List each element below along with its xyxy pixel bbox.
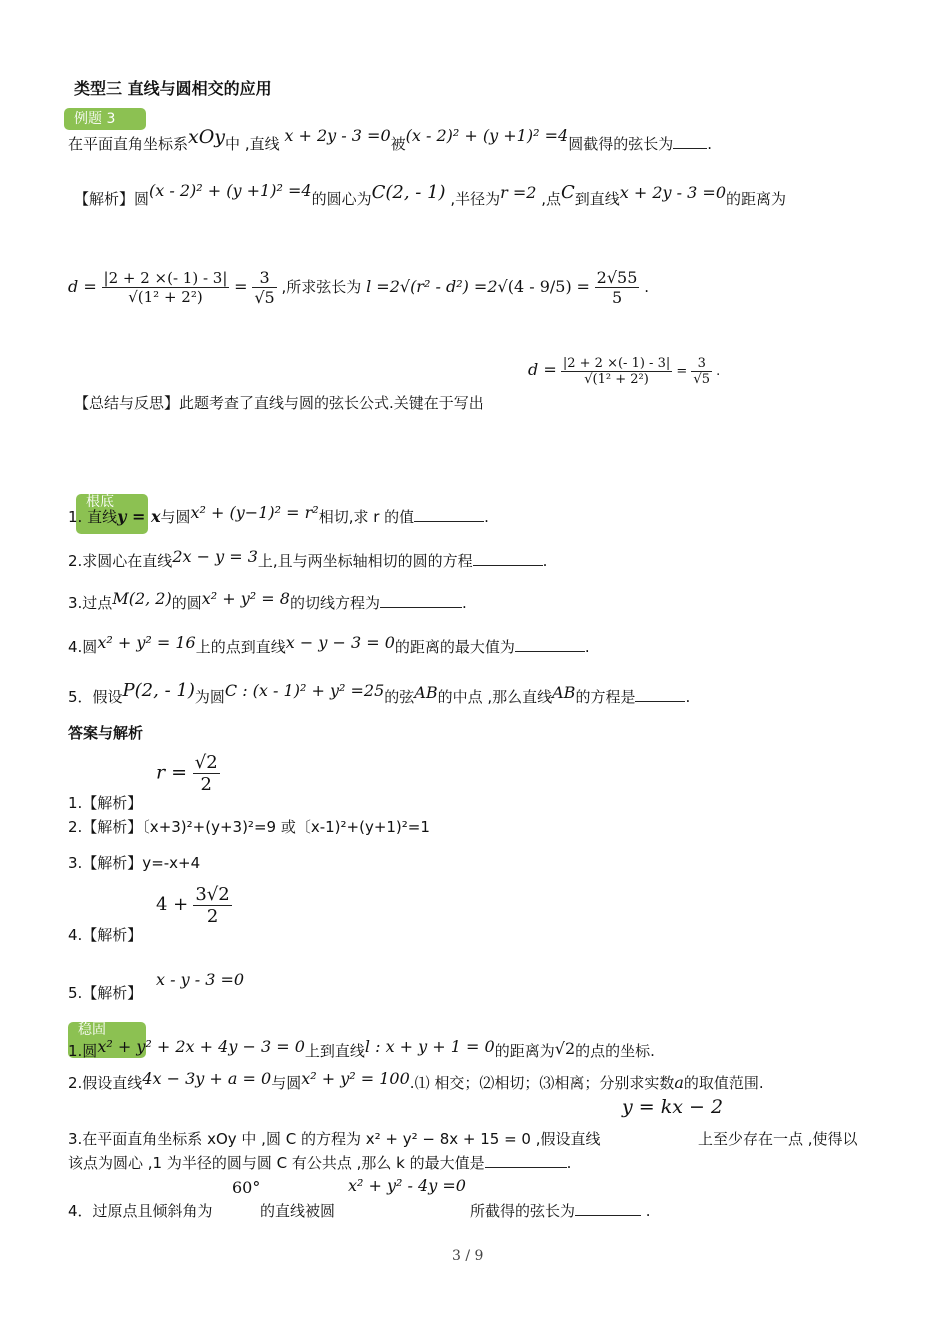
text: . [461, 594, 467, 612]
text: 的取值范围. [683, 1074, 764, 1092]
text: 与圆 [160, 508, 191, 526]
answer-3: 3.【解析】y=-x+4 [68, 854, 201, 872]
text: ,半径为 [445, 190, 501, 208]
text: 5．假设 [68, 688, 123, 706]
text: 所截得的弦长为 [470, 1202, 576, 1220]
consolidate-tag: 稳固 [68, 1022, 146, 1058]
answer-1-label: 1.【解析】 [68, 794, 143, 812]
math-chord: l =2√(r² - d²) =2 [366, 277, 498, 296]
fraction [691, 356, 712, 387]
math-d: d = [68, 277, 97, 296]
text: 相切,求 r 的值 [318, 508, 415, 526]
math-ab: AB [414, 683, 438, 702]
denominator: 5 [611, 288, 623, 307]
basic-tag: 根底 [76, 494, 148, 534]
answer-blank [473, 551, 543, 566]
text: ,点 [536, 190, 561, 208]
text: 2.求圆心在直线 [68, 552, 173, 570]
consolidate-q2 [68, 1069, 764, 1093]
answer-blank [515, 637, 585, 652]
example-tag: 例题 3 [64, 108, 146, 130]
text: 3.过点 [68, 594, 113, 612]
math-point: C [560, 182, 575, 203]
answer-5-label: 5.【解析】 [68, 984, 143, 1002]
text: 4.圆 [68, 638, 98, 656]
text: 的点的坐标. [575, 1042, 655, 1060]
math-r: r = [156, 761, 188, 784]
math-point: M(2, 2) [112, 589, 172, 608]
denominator: √(1² + 2²) [128, 288, 203, 306]
math-line: 2x − y = 3 [172, 547, 258, 566]
math-radius: r =2 [500, 183, 537, 202]
text: 的弦 [384, 688, 415, 706]
math-circle: x² + y² = 100 [301, 1069, 410, 1088]
text: 为圆 [194, 688, 225, 706]
fraction [561, 356, 672, 387]
text: . [584, 638, 590, 656]
text: 到直线 [574, 190, 620, 208]
math-circle: x² + (y−1)² = r² [190, 503, 319, 522]
example-solution [74, 181, 787, 209]
math-circle: x² + y² = 8 [201, 589, 290, 608]
fraction [595, 268, 640, 307]
q3-line-formula: y = kx − 2 [622, 1096, 724, 1118]
math-d: d = [528, 360, 557, 379]
text: 上到直线 [304, 1042, 365, 1060]
text: 的直线被圆 [260, 1202, 336, 1220]
math-circle: (x - 2)² + (y +1)² =4 [149, 181, 312, 200]
basic-q1 [68, 503, 489, 527]
text: . [644, 278, 649, 296]
math-line: 4x − 3y + a = 0 [142, 1069, 272, 1088]
text: 的中点 ,那么直线 [437, 688, 553, 706]
text: 的圆 [171, 594, 202, 612]
math-center: C(2, - 1) [371, 182, 446, 203]
text: 4．过原点且倾斜角为 [68, 1202, 213, 1220]
answer-blank [380, 593, 462, 608]
numerator: √2 [194, 752, 218, 773]
answer-4-label: 4.【解析】 [68, 926, 143, 944]
text: 3.在平面直角坐标系 xOy 中 ,圆 C 的方程为 x² + y² − 8x + 15 = 0 ,假设直线 [68, 1130, 601, 1148]
answer-5-formula: x - y - 3 =0 [156, 970, 245, 989]
q4-circle: x² + y² - 4y =0 [348, 1176, 466, 1195]
text: 【解析】圆 [74, 190, 150, 208]
numerator: 3 [691, 356, 712, 372]
fraction [193, 884, 231, 927]
answer-1-formula [156, 752, 220, 795]
text: . [707, 135, 712, 153]
basic-q2 [68, 547, 548, 571]
text: 被 [390, 135, 406, 153]
text: . [566, 1154, 572, 1172]
denominator: √(1² + 2²) [584, 372, 649, 387]
fraction [193, 752, 220, 795]
text: 的距离为 [494, 1042, 555, 1060]
numerator: 2√55 [596, 268, 638, 287]
q4-tail [470, 1200, 651, 1221]
text: 在平面直角坐标系 [68, 135, 189, 153]
q4-angle: 60° [232, 1178, 261, 1197]
text: 上,且与两坐标轴相切的圆的方程 [257, 552, 473, 570]
text: ,所求弦长为 [281, 278, 362, 296]
page-number: 3 / 9 [452, 1248, 484, 1264]
consolidate-q3-line2 [68, 1152, 571, 1173]
math-four: 4 + [156, 894, 189, 915]
text: 1. 直线 [68, 508, 118, 526]
text: . [645, 1202, 651, 1220]
text: 的距离为 [726, 190, 787, 208]
math-line: x + 2y - 3 =0 [284, 126, 391, 145]
math-line: x − y − 3 = 0 [285, 633, 395, 652]
denominator: √5 [254, 288, 275, 307]
denominator: 2 [206, 906, 219, 927]
answer-blank [575, 1201, 641, 1216]
fraction [102, 269, 230, 306]
math-sqrt: √2 [554, 1039, 576, 1058]
answer-4-formula [156, 884, 232, 927]
text: . [685, 688, 691, 706]
answer-blank [673, 134, 707, 149]
equals: = [676, 364, 688, 379]
text: . [716, 364, 721, 379]
math-line: y = x [117, 507, 161, 526]
text: .⑴ 相交；⑵相切；⑶相离；分别求实数 [409, 1074, 675, 1092]
numerator: |2 + 2 ×(- 1) - 3| [103, 269, 228, 287]
text: 1.圆 [68, 1042, 98, 1060]
text: 该点为圆心 ,1 为半径的圆与圆 C 有公共点 ,那么 k 的最大值是 [68, 1154, 485, 1172]
text: 上的点到直线 [195, 638, 286, 656]
math-line: l : x + y + 1 = 0 [364, 1037, 495, 1056]
math-circle: (x - 2)² + (y +1)² =4 [405, 126, 569, 145]
equals: = [234, 277, 248, 296]
consolidate-q4 [68, 1200, 768, 1221]
math-a: a [674, 1073, 684, 1092]
text: . [542, 552, 548, 570]
denominator: √5 [693, 372, 710, 387]
fraction [252, 268, 276, 307]
math-ab: AB [552, 683, 576, 702]
consolidate-q1 [68, 1037, 655, 1061]
numerator: 3 [252, 268, 276, 288]
text: 2.假设直线 [68, 1074, 143, 1092]
basic-q3 [68, 589, 467, 613]
summary-formula [528, 356, 720, 387]
text: 中 ,直线 [225, 135, 280, 153]
answer-2: 2.【解析】〔x+3)²+(y+3)²=9 或〔x-1)²+(y+1)²=1 [68, 818, 430, 836]
equals: = [576, 277, 590, 296]
math-sqrt: √(4 - 9/5) [497, 277, 572, 296]
distance-formula [68, 268, 649, 328]
basic-q4 [68, 633, 590, 657]
answer-blank [635, 687, 685, 702]
text: 圆截得的弦长为 [568, 135, 674, 153]
math-line: x + 2y - 3 =0 [619, 183, 727, 202]
basic-q5 [68, 680, 691, 707]
text: 的切线方程为 [289, 594, 380, 612]
math-xoy: xOy [188, 126, 226, 148]
text: . [484, 508, 489, 526]
section-title: 类型三 直线与圆相交的应用 [74, 79, 272, 98]
answer-blank [485, 1153, 567, 1168]
numerator: |2 + 2 ×(- 1) - 3| [562, 356, 671, 371]
text: 上至少存在一点 ,使得以 [698, 1130, 858, 1148]
example-question [68, 126, 712, 154]
consolidate-q3-line1 [68, 1128, 888, 1149]
numerator: 3√2 [195, 884, 230, 905]
answer-blank [414, 507, 484, 522]
denominator: 2 [200, 774, 212, 795]
summary-text: 【总结与反思】此题考查了直线与圆的弦长公式.关键在于写出 [74, 394, 484, 412]
math-circle: x² + y² + 2x + 4y − 3 = 0 [97, 1037, 305, 1056]
text: 的距离的最大值为 [394, 638, 515, 656]
math-point: P(2, - 1) [122, 680, 195, 701]
math-circle: x² + y² = 16 [97, 633, 196, 652]
text: 的圆心为 [311, 190, 372, 208]
answers-title: 答案与解析 [68, 724, 144, 742]
text: 的方程是 [575, 688, 636, 706]
math-circle: C : (x - 1)² + y² =25 [224, 681, 385, 700]
text: 与圆 [271, 1074, 302, 1092]
